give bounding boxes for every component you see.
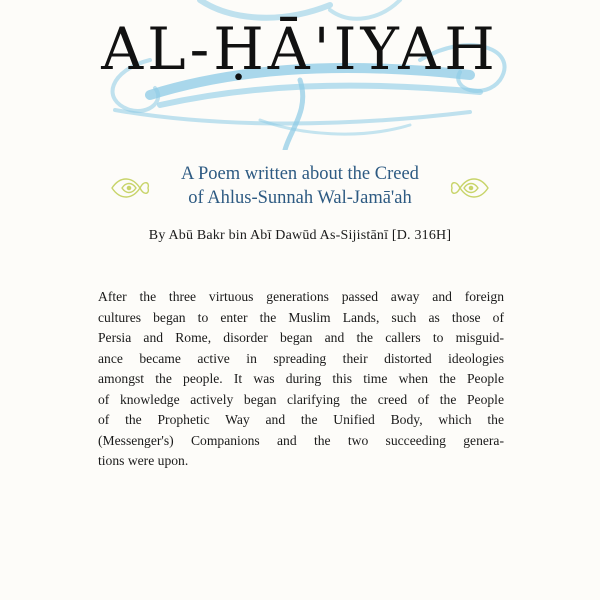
author-byline: By Abū Bakr bin Abī Dawūd As-Sijistānī [D. 316H] (148, 228, 452, 243)
ornament-right-icon (448, 168, 492, 208)
subtitle-block (100, 162, 500, 218)
body-line: (Messenger's) Companions and the two succeeding genera- (98, 432, 504, 448)
body-line: Persia and Rome, disorder began and the callers to misguid- (98, 330, 504, 345)
body-line: cultures began to enter the Muslim Lands, such as those of (98, 309, 504, 325)
subtitle (140, 162, 460, 210)
body-paragraph (98, 287, 504, 472)
body-line: amongst the people. It was during this time when the People (98, 371, 504, 386)
body-line: ance became active in spreading their distorted ideologies (98, 350, 504, 366)
body-line: of knowledge actively began clarifying the creed of the People (98, 391, 504, 407)
page-title: AL-ḤĀ'IYAH (101, 15, 499, 83)
subtitle-line-1: A Poem written about the Creed (181, 164, 419, 184)
body-line: tions were upon. (98, 453, 189, 468)
subtitle-line-2: of Ahlus-Sunnah Wal-Jamā'ah (188, 188, 412, 208)
body-line: of the Prophetic Way and the Unified Body, which the (98, 412, 504, 427)
body-line: After the three virtuous generations passed away and foreign (98, 289, 504, 304)
